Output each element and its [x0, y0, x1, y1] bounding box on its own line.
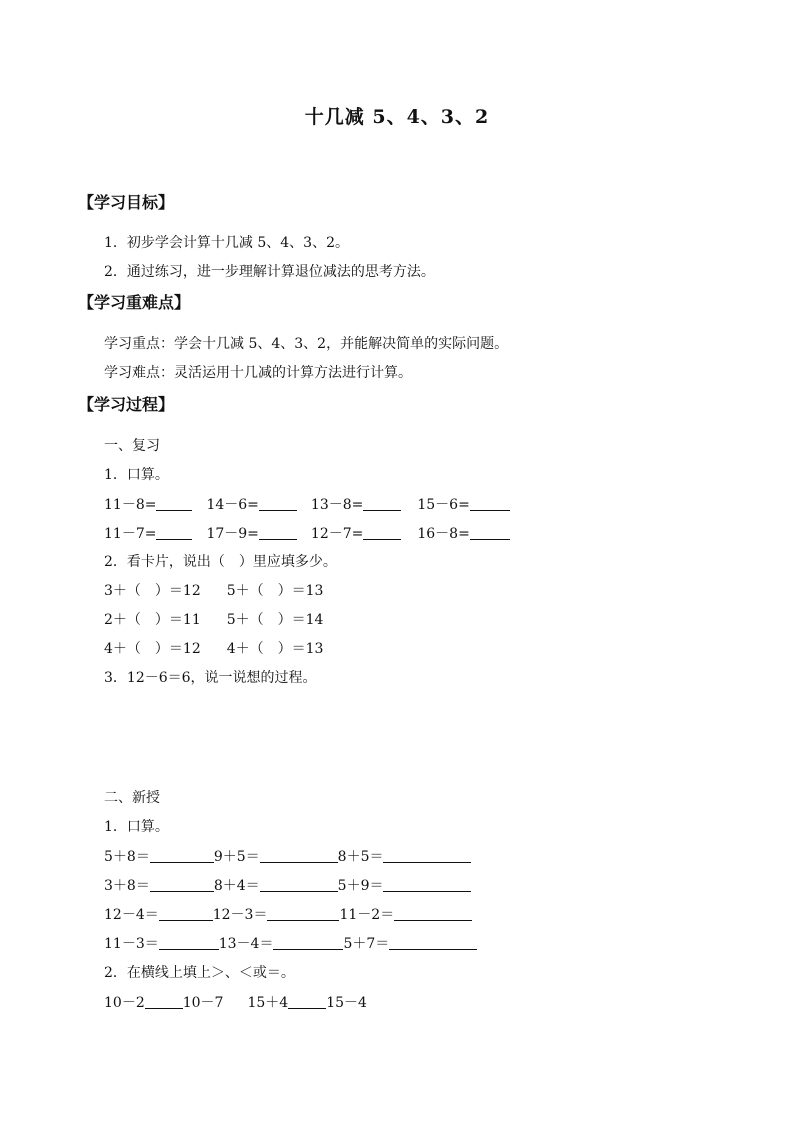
equation — [417, 495, 509, 515]
equation-text: 11－2＝ — [339, 907, 395, 923]
compare-blank[interactable] — [288, 994, 326, 1009]
equation-text: 5＋9＝ — [337, 878, 384, 894]
compare-right: 15－4 — [326, 995, 367, 1011]
answer-blank[interactable] — [159, 935, 219, 950]
new-row-2 — [104, 876, 471, 896]
equation — [213, 905, 340, 925]
answer-blank[interactable] — [156, 525, 192, 540]
answer-blank[interactable] — [383, 848, 471, 863]
answer-blank[interactable] — [394, 906, 472, 921]
compare-left: 10－2 — [104, 995, 145, 1011]
equation — [219, 934, 344, 954]
heading-learning-process: 【学习过程】 — [78, 395, 175, 414]
equation — [104, 876, 214, 896]
equation-text: 14－6= — [206, 497, 259, 513]
page-title: 十几减 5、4、3、2 — [304, 106, 490, 128]
equation — [311, 524, 401, 544]
equation-text: 12－4＝ — [104, 907, 159, 923]
equation — [343, 934, 477, 954]
compare-right: 10－7 — [182, 995, 224, 1011]
card-row-3 — [104, 639, 323, 659]
goal-item-2: 2．通过练习，进一步理解计算退位减法的思考方法。 — [104, 264, 435, 280]
answer-blank[interactable] — [389, 935, 477, 950]
answer-blank[interactable] — [363, 525, 401, 540]
equation — [206, 495, 296, 515]
equation — [104, 524, 192, 544]
review-q1: 1．口算。 — [104, 467, 169, 483]
answer-blank[interactable] — [363, 496, 401, 511]
answer-blank[interactable] — [273, 935, 343, 950]
key-point-focus: 学习重点：学会十几减 5、4、3、2，并能解决简单的实际问题。 — [104, 336, 509, 352]
key-point-difficulty: 学习难点：灵活运用十几减的计算方法进行计算。 — [104, 365, 412, 381]
answer-blank[interactable] — [259, 496, 297, 511]
card-equation: 4＋（ ）＝12 — [104, 641, 201, 657]
card-equation: 5＋（ ）＝14 — [226, 612, 324, 628]
equation-text: 11－7= — [104, 526, 157, 542]
new-row-1 — [104, 847, 471, 867]
card-equation: 2＋（ ）＝11 — [104, 612, 201, 628]
equation — [206, 524, 296, 544]
equation — [104, 495, 192, 515]
new-q1: 1．口算。 — [104, 819, 169, 835]
new-lesson-label: 二、新授 — [104, 790, 160, 806]
compare-blank[interactable] — [145, 994, 183, 1009]
review-label: 一、复习 — [104, 438, 160, 454]
equation — [214, 847, 338, 867]
review-q2: 2．看卡片，说出（ ）里应填多少。 — [104, 554, 337, 570]
equation-text: 13－4＝ — [218, 936, 274, 952]
answer-blank[interactable] — [470, 496, 510, 511]
card-equation: 3＋（ ）＝12 — [104, 583, 201, 599]
answer-blank[interactable] — [383, 877, 471, 892]
new-row-3 — [104, 905, 472, 925]
card-equation: 4＋（ ）＝13 — [226, 641, 324, 657]
equation-text: 11－8= — [104, 497, 157, 513]
equation-text: 11－3＝ — [104, 936, 159, 952]
equation — [339, 905, 472, 925]
answer-blank[interactable] — [150, 877, 214, 892]
equation-text: 16－8= — [417, 526, 470, 542]
equation — [417, 524, 509, 544]
equation-text: 5＋8＝ — [104, 849, 150, 865]
equation-text: 17－9= — [206, 526, 259, 542]
equation-text: 8＋5＝ — [337, 849, 384, 865]
heading-key-points: 【学习重难点】 — [78, 293, 191, 312]
equation-text: 9＋5＝ — [213, 849, 260, 865]
new-q2: 2．在横线上填上＞、＜或＝。 — [104, 965, 295, 981]
answer-blank[interactable] — [259, 525, 297, 540]
review-row-1 — [104, 495, 510, 515]
card-equation: 5＋（ ）＝13 — [226, 583, 324, 599]
goal-item-1: 1．初步学会计算十几减 5、4、3、2。 — [104, 235, 349, 251]
equation — [338, 876, 472, 896]
answer-blank[interactable] — [267, 906, 339, 921]
equation-text: 5＋7＝ — [343, 936, 390, 952]
equation — [104, 905, 213, 925]
equation-text: 8＋4＝ — [213, 878, 260, 894]
equation — [338, 847, 472, 867]
equation-text: 12－3＝ — [212, 907, 268, 923]
equation — [104, 934, 219, 954]
equation-text: 13－8= — [310, 497, 364, 513]
equation — [214, 876, 338, 896]
answer-blank[interactable] — [159, 906, 213, 921]
review-q3: 3．12－6＝6，说一说想的过程。 — [104, 670, 317, 686]
equation-text: 12－7= — [310, 526, 364, 542]
answer-blank[interactable] — [260, 877, 338, 892]
answer-blank[interactable] — [150, 848, 214, 863]
compare-left: 15＋4 — [247, 995, 289, 1011]
equation — [104, 847, 214, 867]
answer-blank[interactable] — [156, 496, 192, 511]
card-row-1 — [104, 581, 323, 601]
equation-text: 15－6= — [417, 497, 470, 513]
new-row-4 — [104, 934, 477, 954]
equation-text: 3＋8＝ — [104, 878, 150, 894]
answer-blank[interactable] — [260, 848, 338, 863]
compare-row — [104, 993, 367, 1013]
heading-learning-goals: 【学习目标】 — [78, 193, 175, 212]
equation — [311, 495, 401, 515]
card-row-2 — [104, 610, 323, 630]
answer-blank[interactable] — [470, 525, 510, 540]
review-row-2 — [104, 524, 510, 544]
